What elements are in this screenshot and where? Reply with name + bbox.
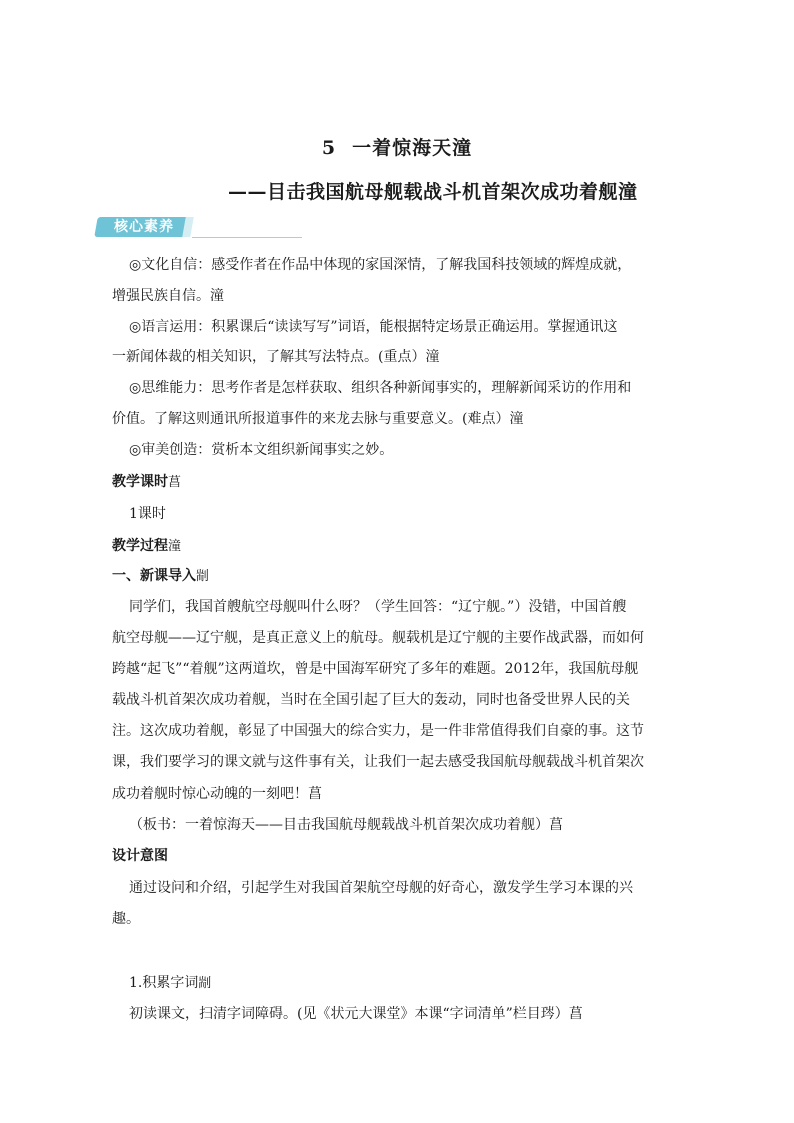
teaching-hours-mark: 菖	[168, 475, 182, 490]
lesson-title-text: 一着惊海天潼	[352, 137, 473, 159]
literacy-thinking-line1: ◎思维能力：思考作者是怎样获取、组织各种新闻事实的，理解新闻采访的作用和	[129, 380, 632, 396]
badge-label: 核心素养	[114, 219, 174, 235]
board-note: （板书：一着惊海天——目击我国航母舰载战斗机首架次成功着舰）菖	[129, 817, 563, 833]
section-intro-heading	[112, 566, 209, 587]
literacy-thinking-line2: 价值。了解这则通讯所报道事件的来龙去脉与重要意义。(难点）潼	[112, 411, 524, 427]
lesson-number: 5	[321, 137, 337, 159]
teaching-process-heading	[112, 536, 181, 557]
core-literacy-badge	[96, 213, 192, 239]
step1-line: 初读课文，扫清字词障碍。(见《状元大课堂》本课“字词清单”栏目琌）菖	[129, 1006, 583, 1022]
badge-underline	[192, 237, 302, 238]
intro-paragraph-line: 航空母舰——辽宁舰，是真正意义上的航母。舰载机是辽宁舰的主要作战武器，而如何	[112, 630, 644, 646]
design-intent-line: 趣。	[112, 911, 140, 927]
design-intent-line: 通过设问和介绍，引起学生对我国首架航空母舰的好奇心，激发学生学习本课的兴	[129, 880, 633, 896]
section-intro-label: 一、新课导入	[112, 568, 196, 584]
teaching-process-mark: 潼	[168, 539, 182, 554]
intro-paragraph-line: 注。这次成功着舰，彰显了中国强大的综合实力，是一件非常值得我们自豪的事。这节	[112, 723, 644, 739]
literacy-language-line2: 一新闻体裁的相关知识，了解其写法特点。(重点）潼	[112, 349, 440, 365]
intro-paragraph-line: 课，我们要学习的课文就与这件事有关，让我们一起去感受我国航母舰载战斗机首架次	[112, 754, 644, 770]
intro-paragraph-line: 跨越“起飞”“着舰”这两道坎，曾是中国海军研究了多年的难题。2012年，我国航母舰	[112, 661, 639, 677]
literacy-culture-line1: ◎文化自信：感受作者在作品中体现的家国深情，了解我国科技领域的辉煌成就，	[129, 257, 632, 273]
teaching-hours-label: 教学课时	[112, 474, 168, 490]
literacy-aesthetic-line: ◎审美创造：赏析本文组织新闻事实之妙。	[129, 442, 394, 458]
section-intro-mark: 剬	[196, 569, 210, 584]
design-intent-heading: 设计意图	[112, 848, 168, 864]
teaching-hours-heading	[112, 472, 181, 493]
intro-paragraph-line: 成功着舰时惊心动魄的一刻吧！菖	[112, 786, 322, 802]
teaching-process-label: 教学过程	[112, 538, 168, 554]
literacy-language-line1: ◎语言运用：积累课后“读读写写”词语，能根据特定场景正确运用。掌握通讯这	[129, 319, 618, 335]
step1-label: 1.积累字词	[129, 975, 199, 991]
step1-heading	[129, 973, 211, 994]
lesson-subtitle: ——目击我国航母舰载战斗机首架次成功着舰潼	[228, 181, 638, 203]
intro-paragraph-line: 载战斗机首架次成功着舰，当时在全国引起了巨大的轰动，同时也备受世界人民的关	[112, 692, 630, 708]
intro-paragraph-line: 同学们，我国首艘航空母舰叫什么呀？（学生回答：“辽宁舰。”）没错，中国首艘	[129, 599, 627, 615]
lesson-title	[0, 133, 794, 160]
literacy-culture-line2: 增强民族自信。潼	[112, 288, 224, 304]
teaching-hours-value: 1课时	[129, 506, 166, 522]
step1-mark: 剬	[198, 976, 212, 991]
